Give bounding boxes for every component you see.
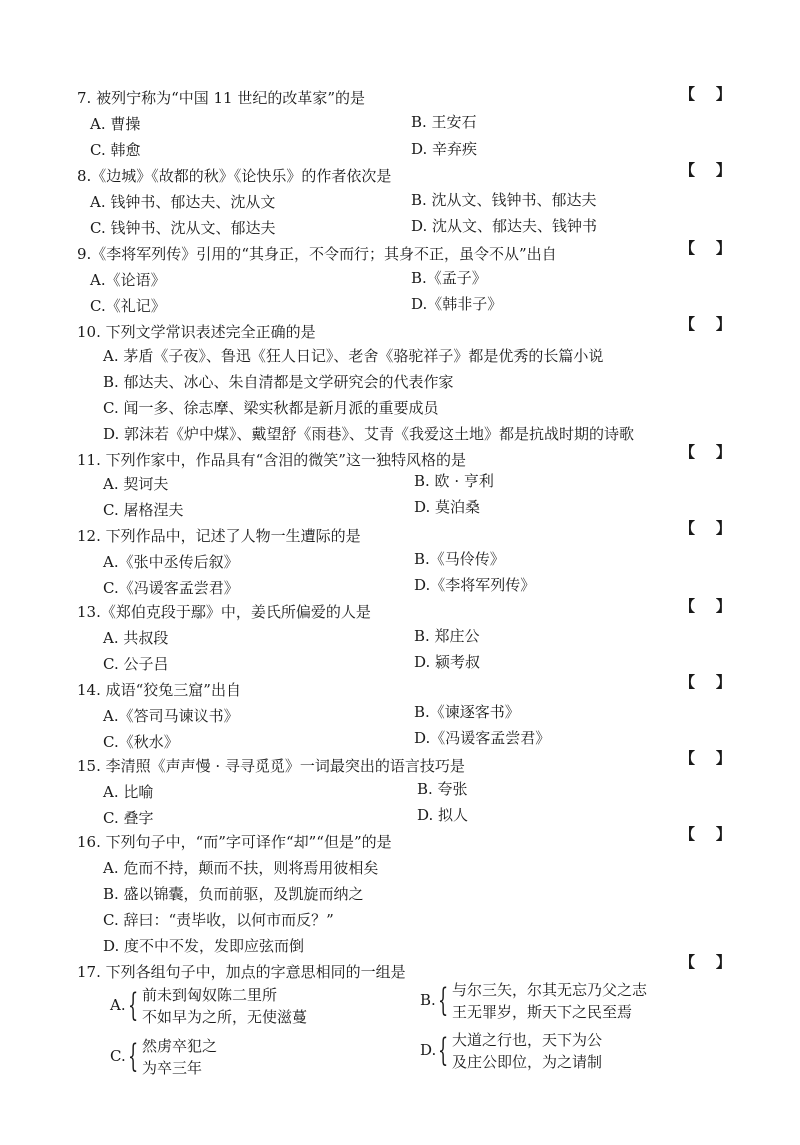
sentence-line: 王无罪岁，斯天下之民至焉 bbox=[452, 1003, 633, 1021]
option-b: B. 郑庄公 bbox=[414, 627, 480, 645]
question-stem: 10. 下列文学常识表述完全正确的是 bbox=[77, 323, 316, 341]
option-a: A.《答司马谏议书》 bbox=[103, 707, 239, 725]
option-c: C. 闻一多、徐志摩、梁实秋都是新月派的重要成员 bbox=[103, 399, 439, 417]
answer-bracket[interactable]: 【 】 bbox=[680, 315, 731, 333]
option-b: B. 盛以锦囊，负而前驱，及凯旋而纳之 bbox=[103, 885, 364, 903]
sentence-line: 前未到匈奴陈二里所 bbox=[142, 986, 278, 1004]
option-b: B. 沈从文、钱钟书、郁达夫 bbox=[411, 191, 597, 209]
option-c: C. 韩愈 bbox=[90, 141, 141, 159]
option-d: D. 颍考叔 bbox=[414, 653, 481, 671]
option-b: B. 郁达夫、冰心、朱自清都是文学研究会的代表作家 bbox=[103, 373, 454, 391]
option-a: A. 共叔段 bbox=[103, 629, 169, 647]
option-d: D. 沈从文、郁达夫、钱钟书 bbox=[411, 217, 598, 235]
option-c: C.《冯谖客孟尝君》 bbox=[103, 579, 239, 597]
sentence-line: 及庄公即位，为之请制 bbox=[452, 1053, 603, 1071]
question-stem: 8.《边城》《故都的秋》《论快乐》的作者依次是 bbox=[77, 167, 392, 185]
option-letter: A. bbox=[110, 996, 126, 1014]
option-c: C.《礼记》 bbox=[90, 297, 166, 315]
answer-bracket[interactable]: 【 】 bbox=[680, 673, 731, 691]
option-d: D. 度不中不发，发即应弦而倒 bbox=[103, 937, 305, 955]
option-d: D. 莫泊桑 bbox=[414, 498, 481, 516]
answer-bracket[interactable]: 【 】 bbox=[680, 953, 731, 971]
option-a: A.《张中丞传后叙》 bbox=[103, 553, 239, 571]
option-c: C. 屠格涅夫 bbox=[103, 501, 184, 519]
option-letter: C. bbox=[110, 1047, 126, 1065]
option-b bbox=[420, 980, 720, 1026]
answer-bracket[interactable]: 【 】 bbox=[680, 161, 731, 179]
option-d bbox=[420, 1030, 720, 1076]
option-a: A.《论语》 bbox=[90, 271, 166, 289]
answer-bracket[interactable]: 【 】 bbox=[680, 519, 731, 537]
option-a: A. 茅盾《子夜》、鲁迅《狂人日记》、老舍《骆驼祥子》都是优秀的长篇小说 bbox=[103, 347, 604, 365]
option-d: D. 辛弃疾 bbox=[411, 140, 478, 158]
option-c: C. 叠字 bbox=[103, 809, 154, 827]
brace-icon: { bbox=[438, 981, 449, 1019]
option-c: C. 公子吕 bbox=[103, 655, 169, 673]
sentence-line: 大道之行也，天下为公 bbox=[452, 1031, 603, 1049]
question-stem: 7. 被列宁称为“中国 11 世纪的改革家”的是 bbox=[77, 89, 366, 107]
answer-bracket[interactable]: 【 】 bbox=[680, 85, 731, 103]
option-b: B. 王安石 bbox=[411, 113, 477, 131]
brace-icon: { bbox=[128, 1037, 139, 1075]
option-a: A. 钱钟书、郁达夫、沈从文 bbox=[90, 193, 276, 211]
sentence-line: 不如早为之所，无使滋蔓 bbox=[142, 1008, 308, 1026]
option-a: A. 契诃夫 bbox=[103, 475, 169, 493]
option-letter: B. bbox=[420, 991, 436, 1009]
option-d: D. 拟人 bbox=[417, 806, 469, 824]
question-stem: 12. 下列作品中，记述了人物一生遭际的是 bbox=[77, 527, 361, 545]
option-b: B.《孟子》 bbox=[411, 269, 487, 287]
option-letter: D. bbox=[420, 1041, 437, 1059]
option-d: D. 郭沫若《炉中煤》、戴望舒《雨巷》、艾青《我爱这土地》都是抗战时期的诗歌 bbox=[103, 425, 635, 443]
question-stem: 11. 下列作家中，作品具有“含泪的微笑”这一独特风格的是 bbox=[77, 451, 466, 469]
option-a bbox=[110, 985, 410, 1031]
option-a: A. 比喻 bbox=[103, 783, 154, 801]
answer-bracket[interactable]: 【 】 bbox=[680, 597, 731, 615]
question-stem: 15. 李清照《声声慢 · 寻寻觅觅》一词最突出的语言技巧是 bbox=[77, 757, 465, 775]
question-stem: 16. 下列句子中，“而”字可译作“却”“但是”的是 bbox=[77, 833, 392, 851]
question-stem: 17. 下列各组句子中，加点的字意思相同的一组是 bbox=[77, 963, 406, 981]
option-b: B. 欧 · 亨利 bbox=[414, 472, 494, 490]
option-b: B.《谏逐客书》 bbox=[414, 703, 520, 721]
brace-icon: { bbox=[128, 986, 139, 1024]
option-c: C.《秋水》 bbox=[103, 733, 179, 751]
option-a: A. 危而不持，颠而不扶，则将焉用彼相矣 bbox=[103, 859, 379, 877]
option-c bbox=[110, 1036, 410, 1082]
sentence-line: 与尔三矢，尔其无忘乃父之志 bbox=[452, 981, 648, 999]
answer-bracket[interactable]: 【 】 bbox=[680, 443, 731, 461]
sentence-line: 为卒三年 bbox=[142, 1059, 203, 1077]
answer-bracket[interactable]: 【 】 bbox=[680, 239, 731, 257]
brace-icon: { bbox=[438, 1031, 449, 1069]
option-b: B.《马伶传》 bbox=[414, 550, 505, 568]
question-stem: 13.《郑伯克段于鄢》中，姜氏所偏爱的人是 bbox=[77, 603, 371, 621]
option-c: C. 辞曰：“责毕收，以何市而反？” bbox=[103, 911, 334, 929]
option-d: D.《李将军列传》 bbox=[414, 576, 536, 594]
option-d: D.《韩非子》 bbox=[411, 295, 503, 313]
question-stem: 9.《李将军列传》引用的“其身正，不令而行；其身不正，虽令不从”出自 bbox=[77, 245, 557, 263]
sentence-line: 然虏卒犯之 bbox=[142, 1037, 218, 1055]
option-c: C. 钱钟书、沈从文、郁达夫 bbox=[90, 219, 276, 237]
option-a: A. 曹操 bbox=[90, 115, 141, 133]
option-d: D.《冯谖客孟尝君》 bbox=[414, 729, 551, 747]
answer-bracket[interactable]: 【 】 bbox=[680, 749, 731, 767]
answer-bracket[interactable]: 【 】 bbox=[680, 825, 731, 843]
option-b: B. 夸张 bbox=[417, 780, 468, 798]
question-stem: 14. 成语“狡兔三窟”出自 bbox=[77, 681, 241, 699]
